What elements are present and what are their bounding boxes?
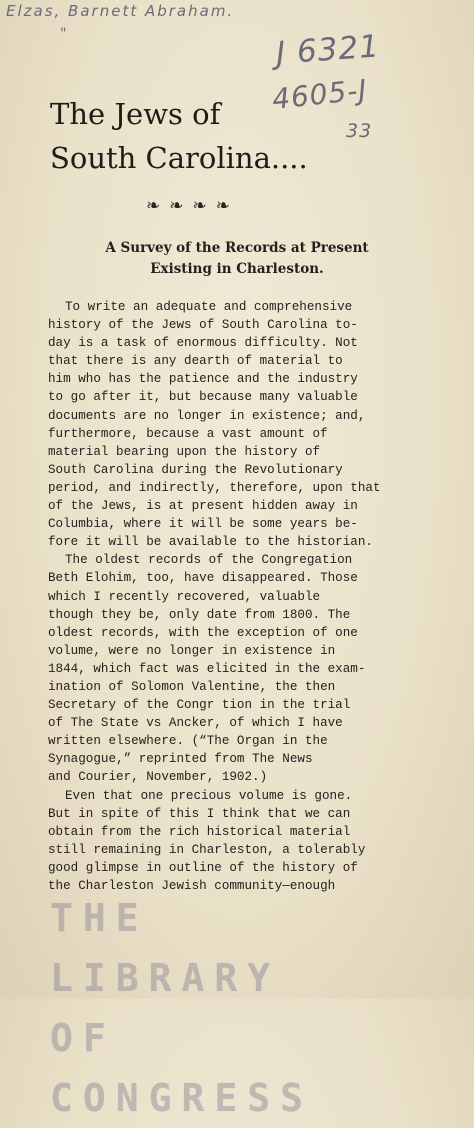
document-title (50, 92, 308, 180)
library-perforation-stamp (50, 888, 380, 1128)
text-line: day is a task of enormous difficulty. Not (48, 336, 358, 351)
document-subtitle (40, 238, 434, 280)
title-line-2: South Carolina.... (50, 141, 308, 175)
text-line: furthermore, because a vast amount of (48, 426, 328, 441)
handwritten-call-number: J 6321 (274, 28, 382, 72)
text-line: Even that one precious volume is gone. (65, 788, 353, 803)
text-line: of the Jews, is at present hidden away in (48, 499, 358, 514)
text-line: fore it will be available to the historian. (48, 535, 373, 550)
title-line-1: The Jews of (50, 97, 221, 131)
text-line: 1844, which fact was elicited in the exam- (48, 661, 366, 676)
text-line: that there is any dearth of material to (48, 354, 343, 369)
paragraph (48, 787, 366, 896)
handwritten-page-number: 33 (346, 120, 373, 142)
text-line: To write an adequate and comprehensive (65, 300, 353, 314)
stamp-line-1: THE LIBRARY (50, 896, 281, 1000)
text-line: Beth Elohim, too, have disappeared. Those (48, 571, 358, 586)
paragraph (48, 298, 381, 551)
text-line: Synagogue,” reprinted from The News (48, 752, 313, 767)
text-line: written elsewhere. (“The Organ in the (48, 734, 328, 749)
text-line: of The State vs Ancker, of which I have (48, 716, 343, 731)
handwritten-author-name: Elzas, Barnett Abraham. (6, 2, 235, 20)
text-line: to go after it, but because many valuable (48, 390, 358, 405)
text-line: The oldest records of the Congregation (65, 553, 353, 568)
handwritten-accession-number: 4605-J (270, 73, 370, 116)
subtitle-line-1: A Survey of the Records at Present (105, 240, 369, 256)
text-line: But in spite of this I think that we can (48, 806, 351, 821)
text-line: good glimpse in outline of the history of (48, 860, 358, 875)
text-line: history of the Jews of South Carolina to- (48, 318, 358, 333)
fleuron-ornaments: ❧❧❧❧ (146, 196, 239, 216)
text-line: though they be, only date from 1800. The (48, 607, 351, 622)
body-text (48, 298, 381, 895)
text-line: oldest records, with the exception of one (48, 625, 358, 640)
text-line: volume, were no longer in existence in (48, 643, 336, 658)
stamp-line-2: OF CONGRESS (50, 1016, 314, 1120)
text-line: him who has the patience and the industry (48, 372, 358, 387)
text-line: still remaining in Charleston, a tolerably (48, 842, 366, 857)
subtitle-line-2: Existing in Charleston. (150, 261, 324, 277)
text-line: which I recently recovered, valuable (48, 589, 321, 604)
text-line: South Carolina during the Revolutionary (48, 462, 343, 477)
paragraph (48, 551, 366, 786)
text-line: ination of Solomon Valentine, the then (48, 679, 336, 694)
handwritten-mark: " (60, 26, 68, 42)
text-line: Columbia, where it will be some years be- (48, 517, 358, 532)
text-line: documents are no longer in existence; and, (48, 408, 366, 423)
text-line: obtain from the rich historical material (48, 824, 351, 839)
text-line: the Charleston Jewish community—enough (48, 879, 336, 893)
text-line: Secretary of the Congr tion in the trial (48, 698, 351, 713)
text-line: period, and indirectly, therefore, upon that (48, 480, 381, 495)
text-line: material bearing upon the history of (48, 444, 321, 459)
text-line: and Courier, November, 1902.) (48, 770, 268, 785)
